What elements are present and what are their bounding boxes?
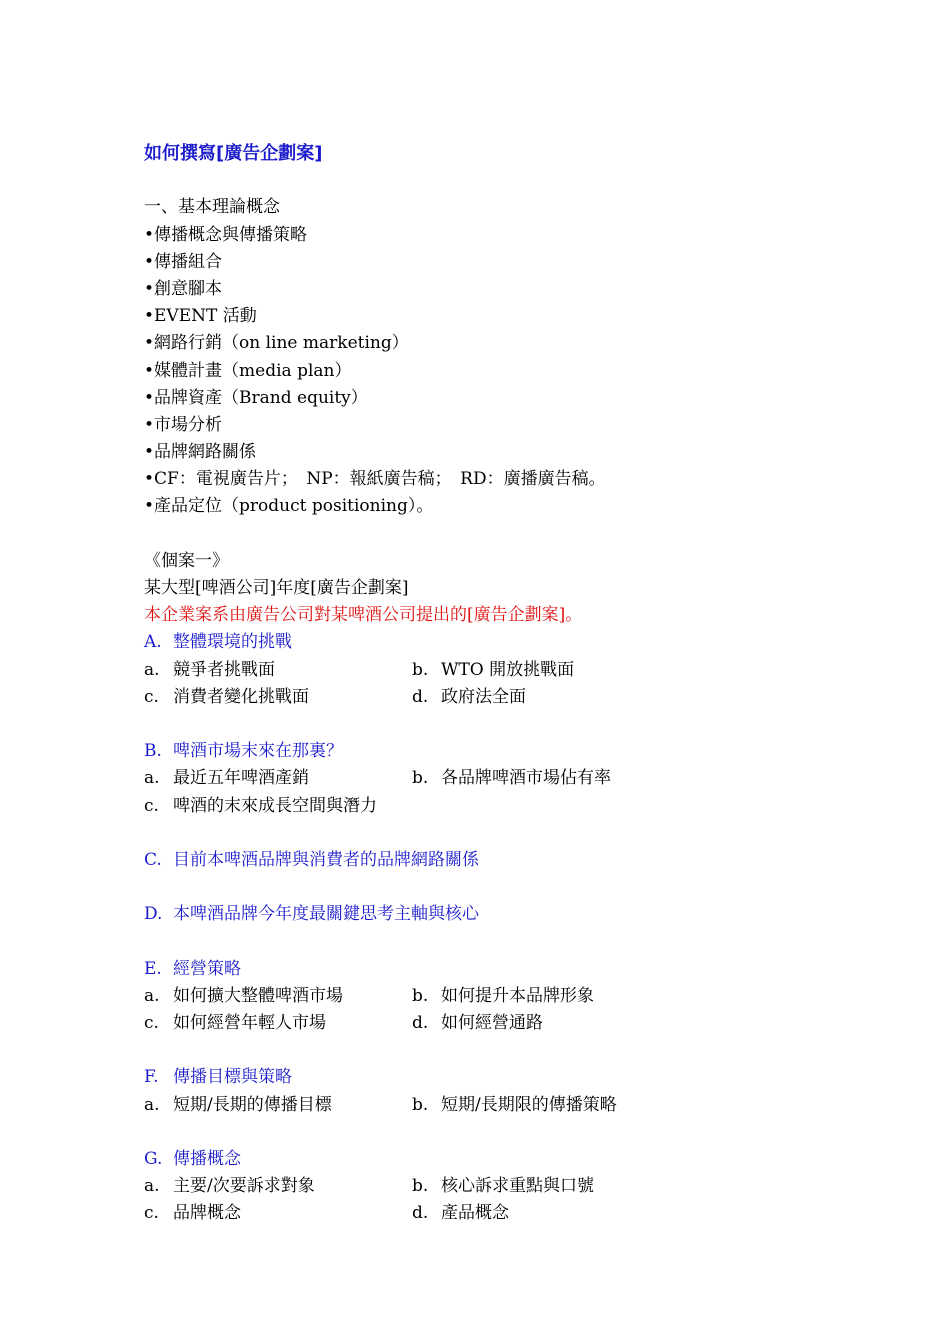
sub-item [412,1173,594,1200]
section-heading-text: 傳播概念 [173,1148,241,1169]
document-title: 如何撰寫[廣告企劃案] [144,143,323,164]
sub-item [412,657,574,684]
section1-heading: 一、基本理論概念 [144,197,280,218]
section-heading-text: 整體環境的挑戰 [173,632,292,653]
sub-item-row [144,793,864,820]
section-heading [144,738,864,765]
case-subtitle: 某大型[啤酒公司]年度[廣告企劃案] [144,578,409,598]
sub-item [144,1200,412,1227]
section-heading [144,956,864,983]
sub-item [144,765,412,792]
sub-item-marker: d. [412,1013,429,1033]
concept-item: •市場分析 [144,414,223,435]
section-marker: D. [144,904,163,925]
sub-item-text: 政府法全面 [441,686,526,707]
sub-item [412,1010,543,1037]
section-heading [144,901,864,928]
sub-item-marker: b. [412,985,429,1006]
section-heading [144,847,864,874]
section-marker: G. [144,1148,163,1169]
sub-item-marker: a. [144,985,160,1006]
sub-item [144,657,412,684]
sub-item-marker: c. [144,686,159,707]
concept-item: •網路行銷（on line marketing） [144,333,409,354]
section-marker: E. [144,958,162,979]
sub-item-text: 消費者變化挑戰面 [173,686,309,707]
section-marker: C. [144,849,162,870]
sub-item-marker: b. [412,659,429,680]
sub-item-row [144,1010,864,1037]
sub-item-text: 核心訴求重點與口號 [441,1176,594,1197]
concept-item: •品牌資產（Brand equity） [144,387,368,408]
sub-item-text: 各品牌啤酒市場佔有率 [441,768,611,789]
sub-item [412,1092,617,1119]
sub-item-text: WTO 開放挑戰面 [441,659,575,680]
section-marker: F. [144,1067,159,1088]
section-heading-text: 目前本啤酒品牌與消費者的品牌網路關係 [173,849,479,870]
sub-item [412,1200,509,1227]
sub-item-text: 短期/長期限的傳播策略 [441,1094,617,1115]
sub-item-marker: a. [144,1176,160,1197]
sub-item [412,983,594,1010]
sub-item [144,1010,412,1037]
sub-item [144,983,412,1010]
sub-item [144,1092,412,1119]
sub-item-marker: b. [412,768,429,789]
sub-item-text: 如何提升本品牌形象 [441,985,594,1006]
sub-item-row [144,657,864,684]
sub-item [412,765,611,792]
sub-item-text: 短期/長期的傳播目標 [173,1094,332,1115]
case-label: 《個案一》 [144,550,229,571]
sub-item-row [144,1173,864,1200]
concept-item: •EVENT 活動 [144,306,257,327]
sub-item-text: 啤酒的末來成長空間與潛力 [173,795,377,816]
sub-item-row [144,1092,864,1119]
sub-item-marker: a. [144,768,160,789]
concept-item: •產品定位（product positioning）。 [144,496,434,517]
concept-item: •傳播概念與傳播策略 [144,224,308,245]
section-heading [144,1064,864,1091]
sub-item-marker: c. [144,1013,159,1033]
sub-item-text: 如何經營年輕人市場 [173,1013,326,1033]
sub-item-marker: d. [412,686,429,707]
sub-item-row [144,684,864,711]
sub-item-text: 品牌概念 [173,1203,241,1224]
sub-item-text: 如何經營通路 [441,1013,543,1033]
case-note: 本企業案系由廣告公司對某啤酒公司提出的[廣告企劃案]。 [144,605,583,626]
section-heading [144,629,864,656]
section-heading-text: 傳播目標與策略 [173,1067,292,1088]
sub-item-marker: b. [412,1176,429,1197]
sub-item-row [144,1200,864,1227]
sub-item-marker: a. [144,1094,160,1115]
sub-item-marker: b. [412,1094,429,1115]
document-page [144,140,864,1228]
section-heading [144,1146,864,1173]
concept-item: •傳播組合 [144,251,223,272]
sub-item-row [144,983,864,1010]
sub-item-text: 主要/次要訴求對象 [173,1176,315,1197]
sub-item-row [144,765,864,792]
concept-item: •創意腳本 [144,278,223,299]
concept-item: •CF：電視廣告片； NP：報紙廣告稿； RD：廣播廣告稿。 [144,469,606,490]
sub-item-marker: c. [144,795,159,816]
section-marker: A. [144,632,162,653]
sub-item-text: 最近五年啤酒產銷 [173,768,309,789]
plan-sections [144,629,864,1227]
sub-item [144,793,412,820]
sub-item [144,1173,412,1200]
concept-list [144,222,864,521]
sub-item-text: 如何擴大整體啤酒市場 [173,985,343,1006]
sub-item-marker: d. [412,1203,429,1224]
section-marker: B. [144,741,162,762]
sub-item [144,684,412,711]
sub-item-marker: a. [144,659,160,680]
concept-item: •品牌網路關係 [144,442,257,463]
concept-item: •媒體計畫（media plan） [144,360,352,381]
section-heading-text: 經營策略 [173,958,241,979]
sub-item-text: 產品概念 [441,1203,509,1224]
section-heading-text: 本啤酒品牌今年度最關鍵思考主軸與核心 [173,904,479,925]
sub-item-marker: c. [144,1203,159,1224]
sub-item-text: 競爭者挑戰面 [173,659,275,680]
section-heading-text: 啤酒市場末來在那裏？ [173,741,343,762]
sub-item [412,684,526,711]
